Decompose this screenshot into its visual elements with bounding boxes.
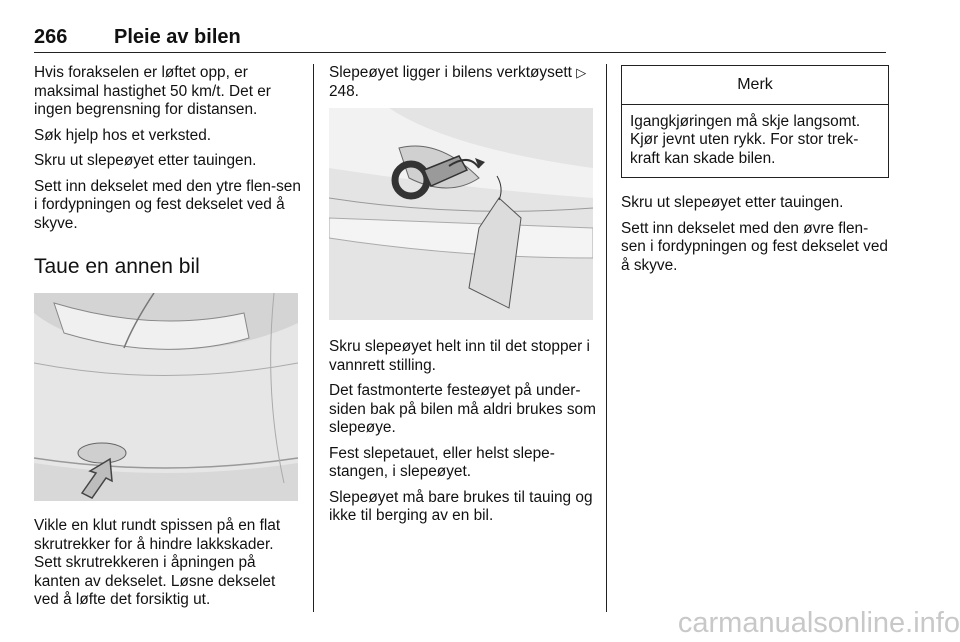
note-box: [621, 65, 889, 178]
section-heading: Taue en annen bil: [34, 255, 200, 278]
paragraph: Fest slepetauet, eller helst slepe-stangen, i slepeøyet.: [329, 444, 555, 480]
page-reference: 248.: [329, 82, 359, 100]
paragraph: Skru ut slepeøyet etter tauingen.: [621, 194, 844, 211]
tow-eye-drawing: [329, 108, 593, 320]
rear-bumper-drawing: [34, 293, 298, 501]
tow-eye-illustration: [329, 108, 593, 320]
paragraph: Skru ut slepeøyet etter tauingen.: [34, 152, 257, 169]
paragraph: Sett inn dekselet med den øvre flen-sen i fordypningen og fest dekselet ved å skyve.: [621, 219, 888, 274]
column-3: [621, 64, 889, 282]
paragraph-text: Slepeøyet ligger i bilens verktøysett: [329, 64, 572, 81]
paragraph: Vikle en klut rundt spissen på en flat skrutrekker for å hindre lakkskader. Sett skrutrekkeren i åpningen på kanten av dekselet. Løsne dekselet ved å løfte det forsiktig ut.: [34, 517, 281, 608]
column-divider: [606, 64, 607, 612]
paragraph: Sett inn dekselet med den ytre flen-sen i fordypningen og fest dekselet ved å skyve.: [34, 177, 301, 232]
watermark: carmanualsonline.info: [677, 607, 960, 639]
note-title: Merk: [622, 66, 888, 105]
paragraph: Skru slepeøyet helt inn til det stopper i vannrett stilling.: [329, 338, 590, 374]
column-2: [329, 64, 597, 533]
paragraph: Søk hjelp hos et verksted.: [34, 126, 212, 144]
note-text: Igangkjøringen må skje langsomt. Kjør jevnt uten rykk. For stor trek-kraft kan skade bilen.: [630, 112, 861, 167]
page-reference-arrow-icon: ▷: [576, 65, 587, 80]
paragraph: Hvis forakselen er løftet opp, er maksimal hastighet 50 km/t. Det er ingen begrensning for distansen.: [34, 64, 271, 118]
column-divider: [313, 64, 314, 612]
rear-bumper-illustration: [34, 293, 298, 501]
paragraph: Slepeøyet må bare brukes til tauing og ikke til berging av en bil.: [329, 488, 593, 524]
page-number: 266: [34, 26, 68, 48]
column-1: [34, 64, 304, 617]
page-header: [34, 24, 886, 53]
page-title: Pleie av bilen: [114, 26, 241, 48]
paragraph: [329, 64, 597, 101]
note-body: [622, 105, 888, 178]
paragraph: Det fastmonterte festeøyet på under-siden bak på bilen må aldri brukes som slepeøye.: [329, 382, 596, 436]
